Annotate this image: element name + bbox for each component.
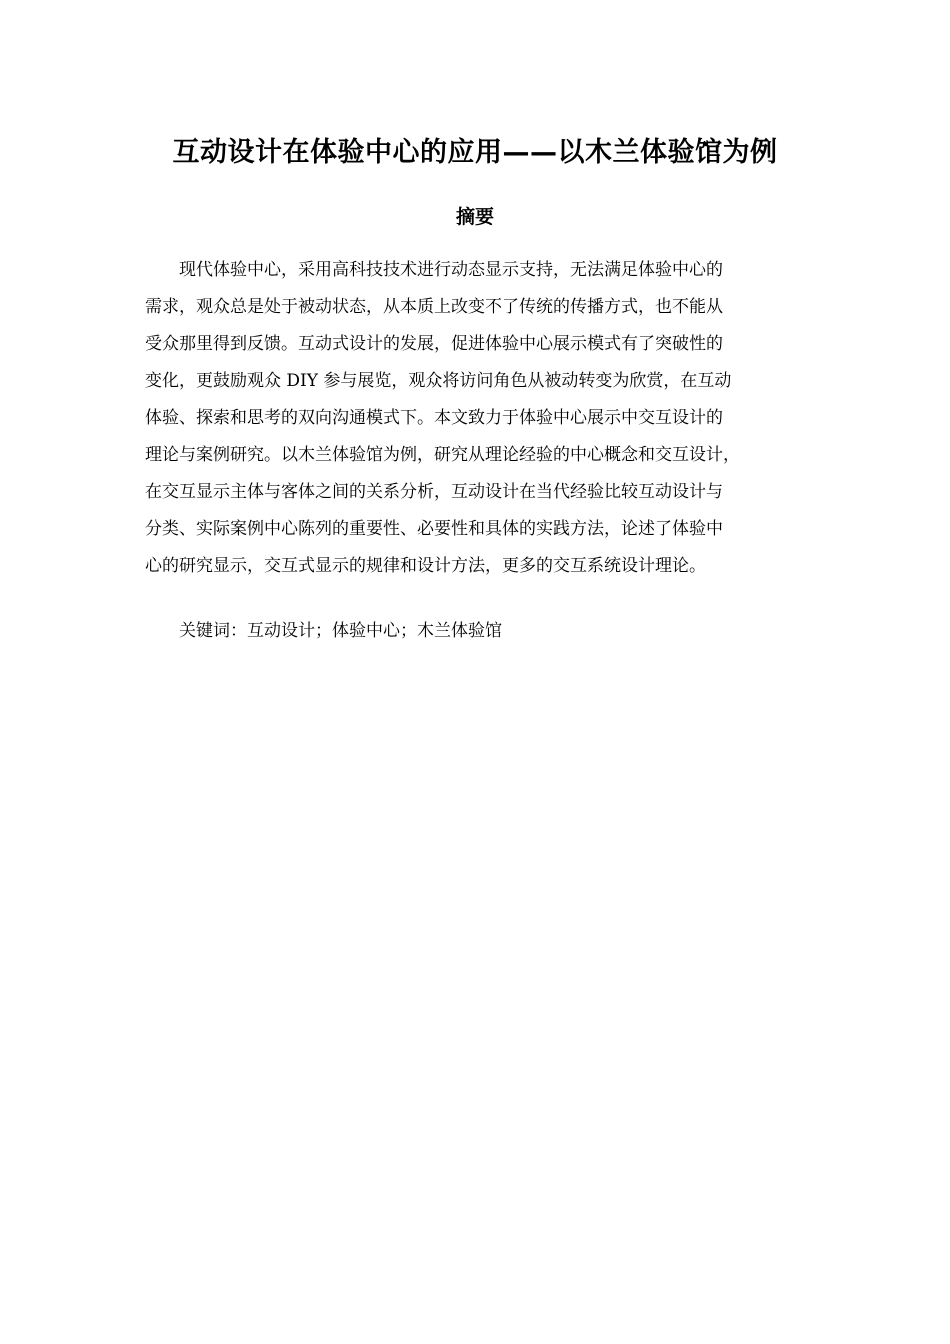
abstract-heading: 摘要 — [455, 206, 494, 228]
abstract-line: 心的研究显示，交互式显示的规律和设计方法，更多的交互系统设计理论。 — [145, 556, 706, 576]
abstract-line: 需求，观众总是处于被动状态，从本质上改变不了传统的传播方式，也不能从 — [145, 297, 723, 317]
document-title: 互动设计在体验中心的应用——以木兰体验馆为例 — [172, 137, 778, 168]
abstract-line: 受众那里得到反馈。互动式设计的发展，促进体验中心展示模式有了突破性的 — [145, 334, 723, 354]
abstract-line: 变化，更鼓励观众 DIY 参与展览，观众将访问角色从被动转变为欣赏，在互动 — [145, 371, 732, 391]
abstract-body — [145, 252, 825, 585]
abstract-line: 分类、实际案例中心陈列的重要性、必要性和具体的实践方法，论述了体验中 — [145, 519, 723, 539]
abstract-line: 在交互显示主体与客体之间的关系分析，互动设计在当代经验比较互动设计与 — [145, 482, 723, 502]
keywords-line: 关键词：互动设计；体验中心；木兰体验馆 — [179, 621, 502, 641]
abstract-line: 体验、探索和思考的双向沟通模式下。本文致力于体验中心展示中交互设计的 — [145, 408, 723, 428]
abstract-line: 现代体验中心，采用高科技技术进行动态显示支持，无法满足体验中心的 — [179, 260, 723, 280]
abstract-line: 理论与案例研究。以木兰体验馆为例，研究从理论经验的中心概念和交互设计， — [145, 445, 740, 465]
